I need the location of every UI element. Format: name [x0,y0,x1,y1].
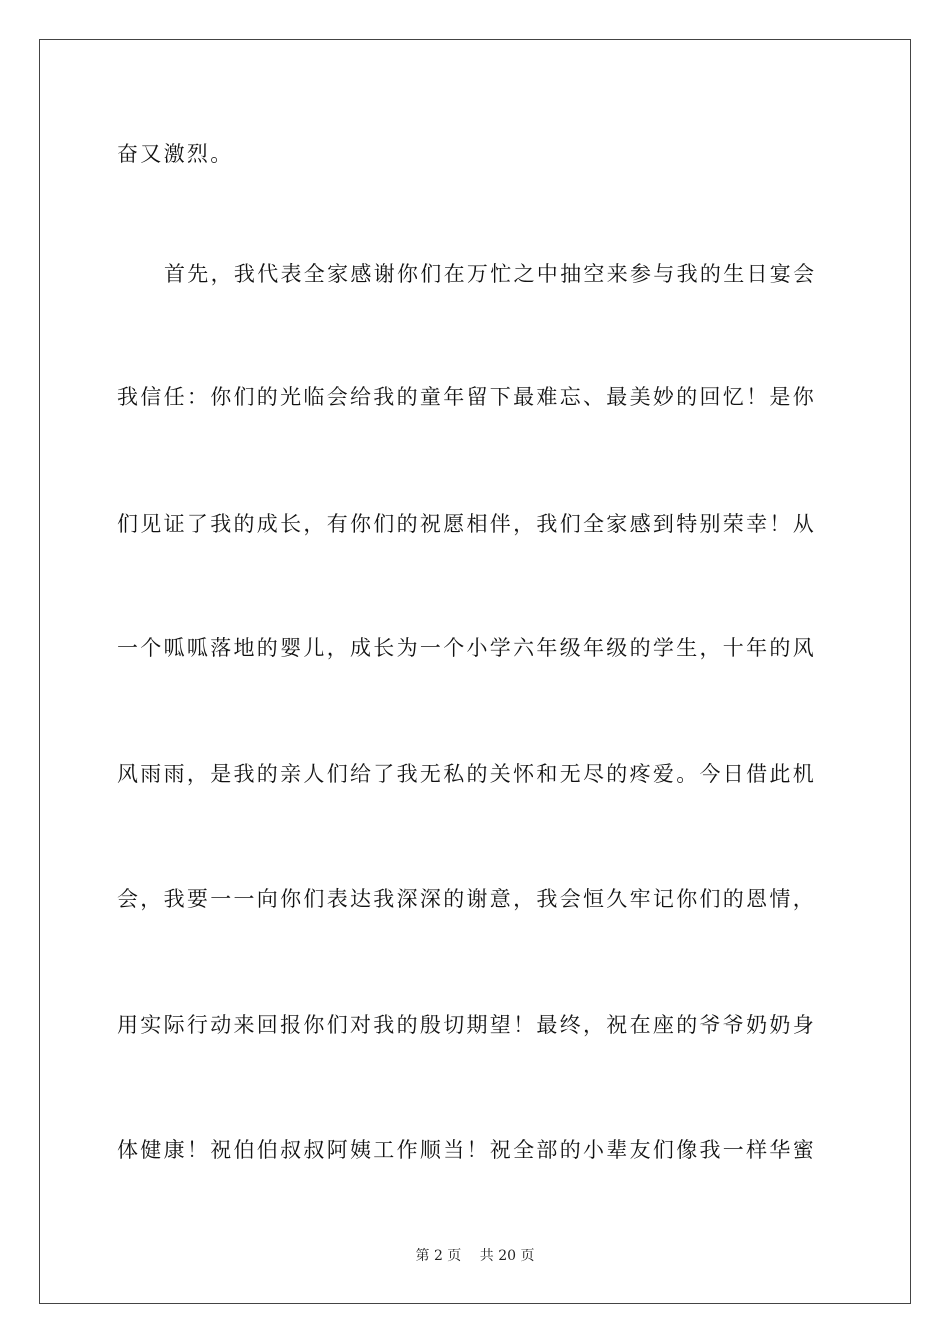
text-line: 风雨雨，是我的亲人们给了我无私的关怀和无尽的疼爱。今日借此机 [117,762,816,786]
text-line: 体健康！祝伯伯叔叔阿姨工作顺当！祝全部的小辈友们像我一样华蜜 [117,1138,816,1162]
page-frame [39,39,911,1304]
paragraph-first-line: 首先，我代表全家感谢你们在万忙之中抽空来参与我的生日宴会 [164,262,817,286]
text-line: 我信任：你们的光临会给我的童年留下最难忘、最美妙的回忆！是你 [117,385,816,409]
text-line: 会，我要一一向你们表达我深深的谢意，我会恒久牢记你们的恩情， [117,887,816,911]
text-line: 用实际行动来回报你们对我的殷切期望！最终，祝在座的爷爷奶奶身 [117,1013,816,1037]
text-line: 一个呱呱落地的婴儿，成长为一个小学六年级年级的学生，十年的风 [117,636,816,660]
page-number-footer: 第 2 页 共 20 页 [415,1248,535,1264]
text-line: 奋又激烈。 [117,142,234,166]
text-line: 们见证了我的成长，有你们的祝愿相伴，我们全家感到特别荣幸！从 [117,512,816,536]
